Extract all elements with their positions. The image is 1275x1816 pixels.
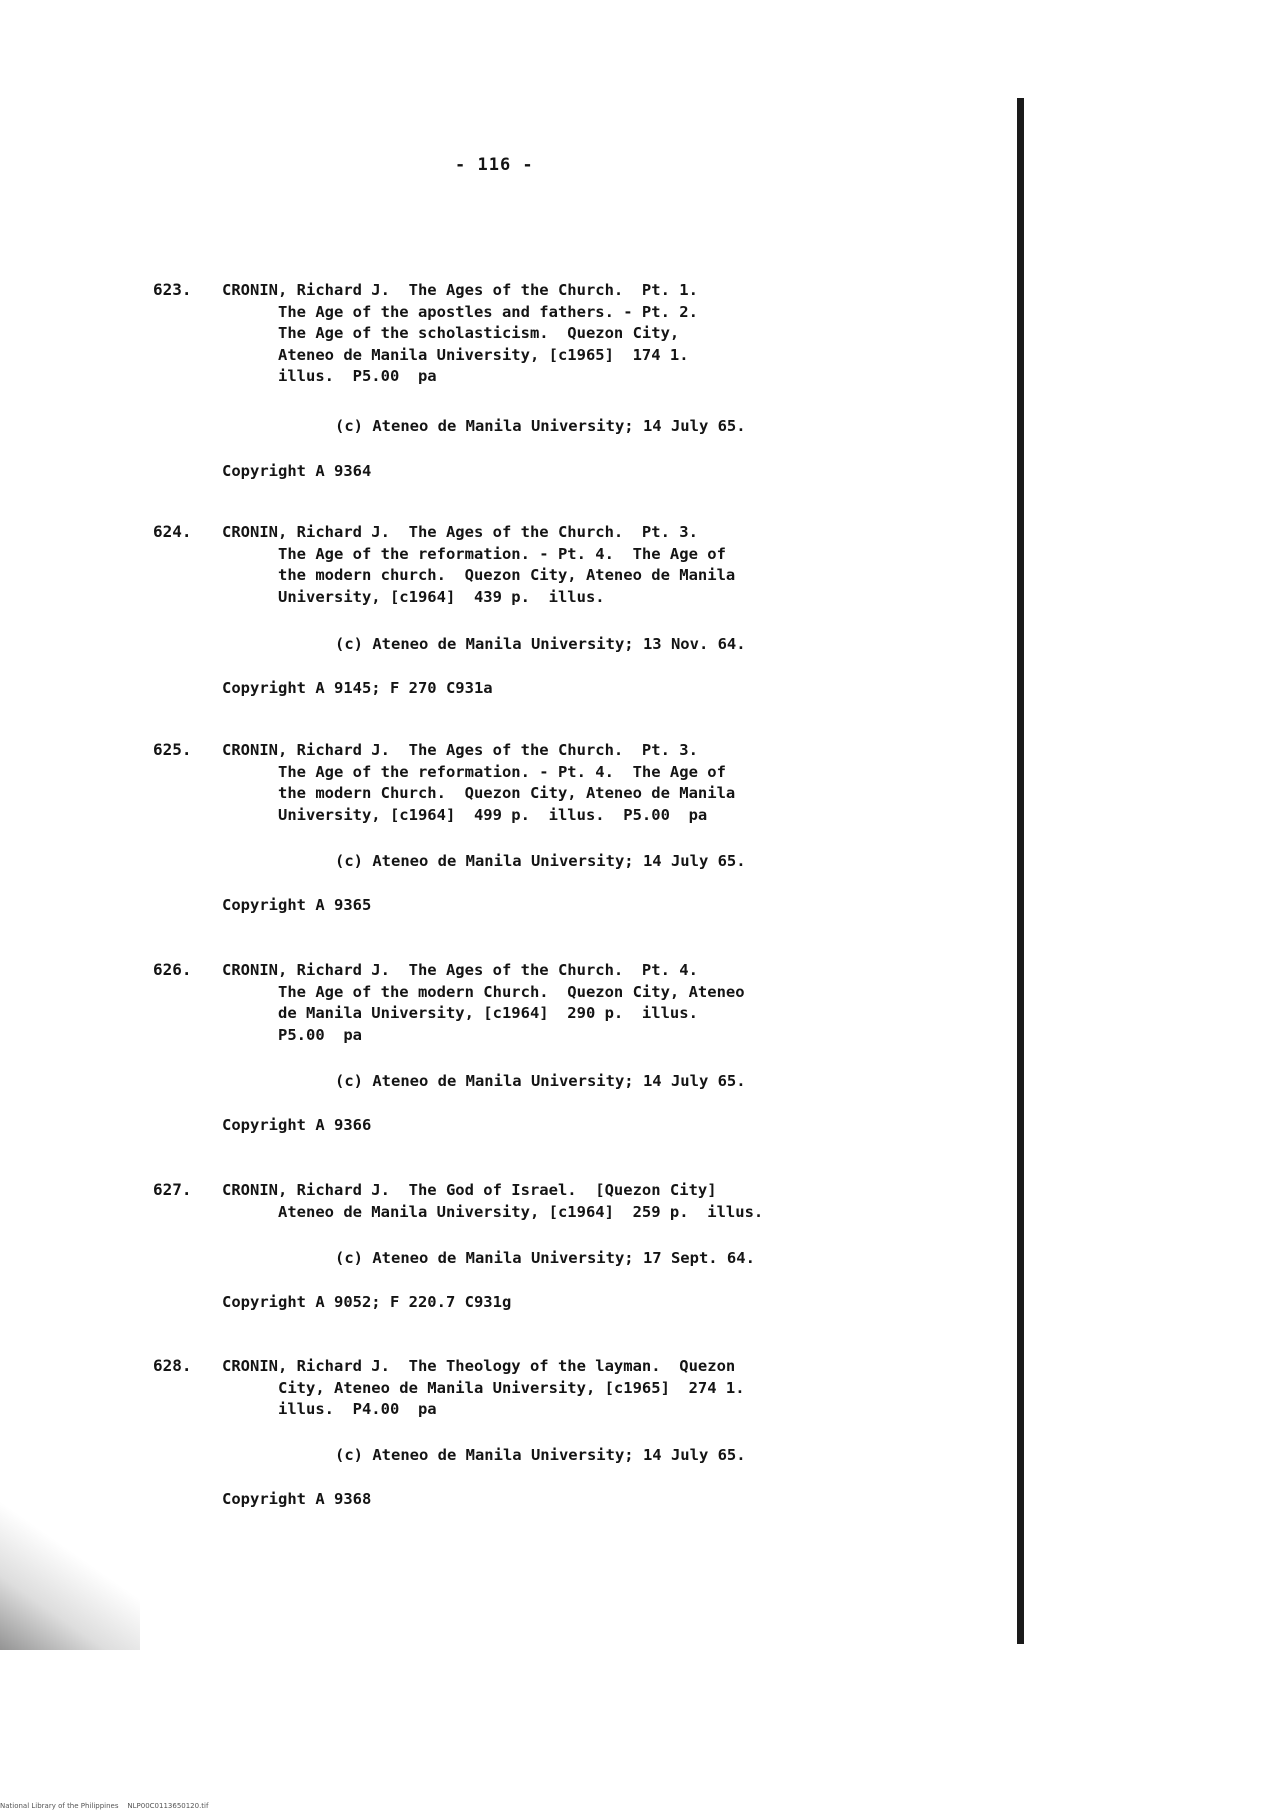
copyright-number: Copyright A 9052; F 220.7 C931g bbox=[222, 1293, 512, 1311]
copyright-number: Copyright A 9366 bbox=[222, 1116, 372, 1134]
copyright-number: Copyright A 9364 bbox=[222, 462, 372, 480]
entry-line: illus. P4.00 pa bbox=[222, 1400, 437, 1418]
entry-number: 627. bbox=[153, 1180, 192, 1199]
entry-number: 623. bbox=[153, 280, 192, 299]
entry-line: The Age of the reformation. - Pt. 4. The Age of bbox=[222, 544, 726, 563]
entry-line: CRONIN, Richard J. The Ages of the Church. Pt. 3. bbox=[222, 741, 698, 759]
copyright-claim: (c) Ateneo de Manila University; 14 July 65. bbox=[335, 852, 746, 870]
entry-line: Ateneo de Manila University, [c1965] 174 1. bbox=[222, 345, 689, 364]
entry-line: illus. P5.00 pa bbox=[222, 367, 437, 385]
entry-description bbox=[222, 1180, 862, 1223]
copyright-claim: (c) Ateneo de Manila University; 17 Sept. 64. bbox=[335, 1249, 755, 1267]
copyright-number: Copyright A 9145; F 270 C931a bbox=[222, 679, 493, 697]
entry-description bbox=[222, 960, 862, 1046]
copyright-claim: (c) Ateneo de Manila University; 14 July 65. bbox=[335, 1446, 746, 1464]
entry-line: de Manila University, [c1964] 290 p. illus. bbox=[222, 1004, 698, 1022]
entry-description bbox=[222, 522, 862, 608]
copyright-number: Copyright A 9365 bbox=[222, 896, 372, 914]
entry-line: City, Ateneo de Manila University, [c1965] 274 1. bbox=[222, 1378, 745, 1397]
entry-line: CRONIN, Richard J. The Ages of the Church. Pt. 4. bbox=[222, 961, 698, 979]
entry-line: CRONIN, Richard J. The Ages of the Church. Pt. 1. bbox=[222, 281, 698, 299]
entry-line: the modern Church. Quezon City, Ateneo de Manila bbox=[222, 784, 736, 802]
entry-number: 628. bbox=[153, 1356, 192, 1375]
scan-corner-shadow bbox=[0, 1500, 140, 1650]
entry-description bbox=[222, 280, 862, 388]
entry-line: The Age of the apostles and fathers. - Pt. 2. bbox=[222, 302, 698, 321]
page-edge-shadow bbox=[1017, 98, 1024, 1644]
entry-line: The Age of the reformation. - Pt. 4. The Age of bbox=[222, 762, 726, 781]
entry-line: CRONIN, Richard J. The God of Israel. [Quezon City] bbox=[222, 1181, 717, 1199]
entry-description bbox=[222, 740, 862, 826]
entry-description bbox=[222, 1356, 862, 1421]
entry-number: 626. bbox=[153, 960, 192, 979]
entry-number: 625. bbox=[153, 740, 192, 759]
copyright-claim: (c) Ateneo de Manila University; 14 July 65. bbox=[335, 417, 746, 435]
entry-line: The Age of the modern Church. Quezon City, Ateneo bbox=[222, 982, 745, 1001]
copyright-claim: (c) Ateneo de Manila University; 14 July 65. bbox=[335, 1072, 746, 1090]
copyright-claim: (c) Ateneo de Manila University; 13 Nov. 64. bbox=[335, 635, 746, 653]
entry-line: Ateneo de Manila University, [c1964] 259 p. illus. bbox=[222, 1202, 764, 1221]
entry-line: University, [c1964] 499 p. illus. P5.00 pa bbox=[222, 805, 708, 824]
entry-number: 624. bbox=[153, 522, 192, 541]
entry-line: The Age of the scholasticism. Quezon City, bbox=[222, 324, 680, 342]
entry-line: CRONIN, Richard J. The Theology of the layman. Quezon bbox=[222, 1357, 736, 1375]
entry-line: the modern church. Quezon City, Ateneo de Manila bbox=[222, 566, 736, 584]
entry-line: P5.00 pa bbox=[222, 1025, 362, 1044]
entry-line: CRONIN, Richard J. The Ages of the Church. Pt. 3. bbox=[222, 523, 698, 541]
scan-footer: National Library of the Philippines NLP00C0113650120.tif bbox=[0, 1802, 209, 1810]
entry-line: University, [c1964] 439 p. illus. bbox=[222, 587, 605, 606]
page-number: - 116 - bbox=[455, 155, 534, 175]
copyright-number: Copyright A 9368 bbox=[222, 1490, 372, 1508]
